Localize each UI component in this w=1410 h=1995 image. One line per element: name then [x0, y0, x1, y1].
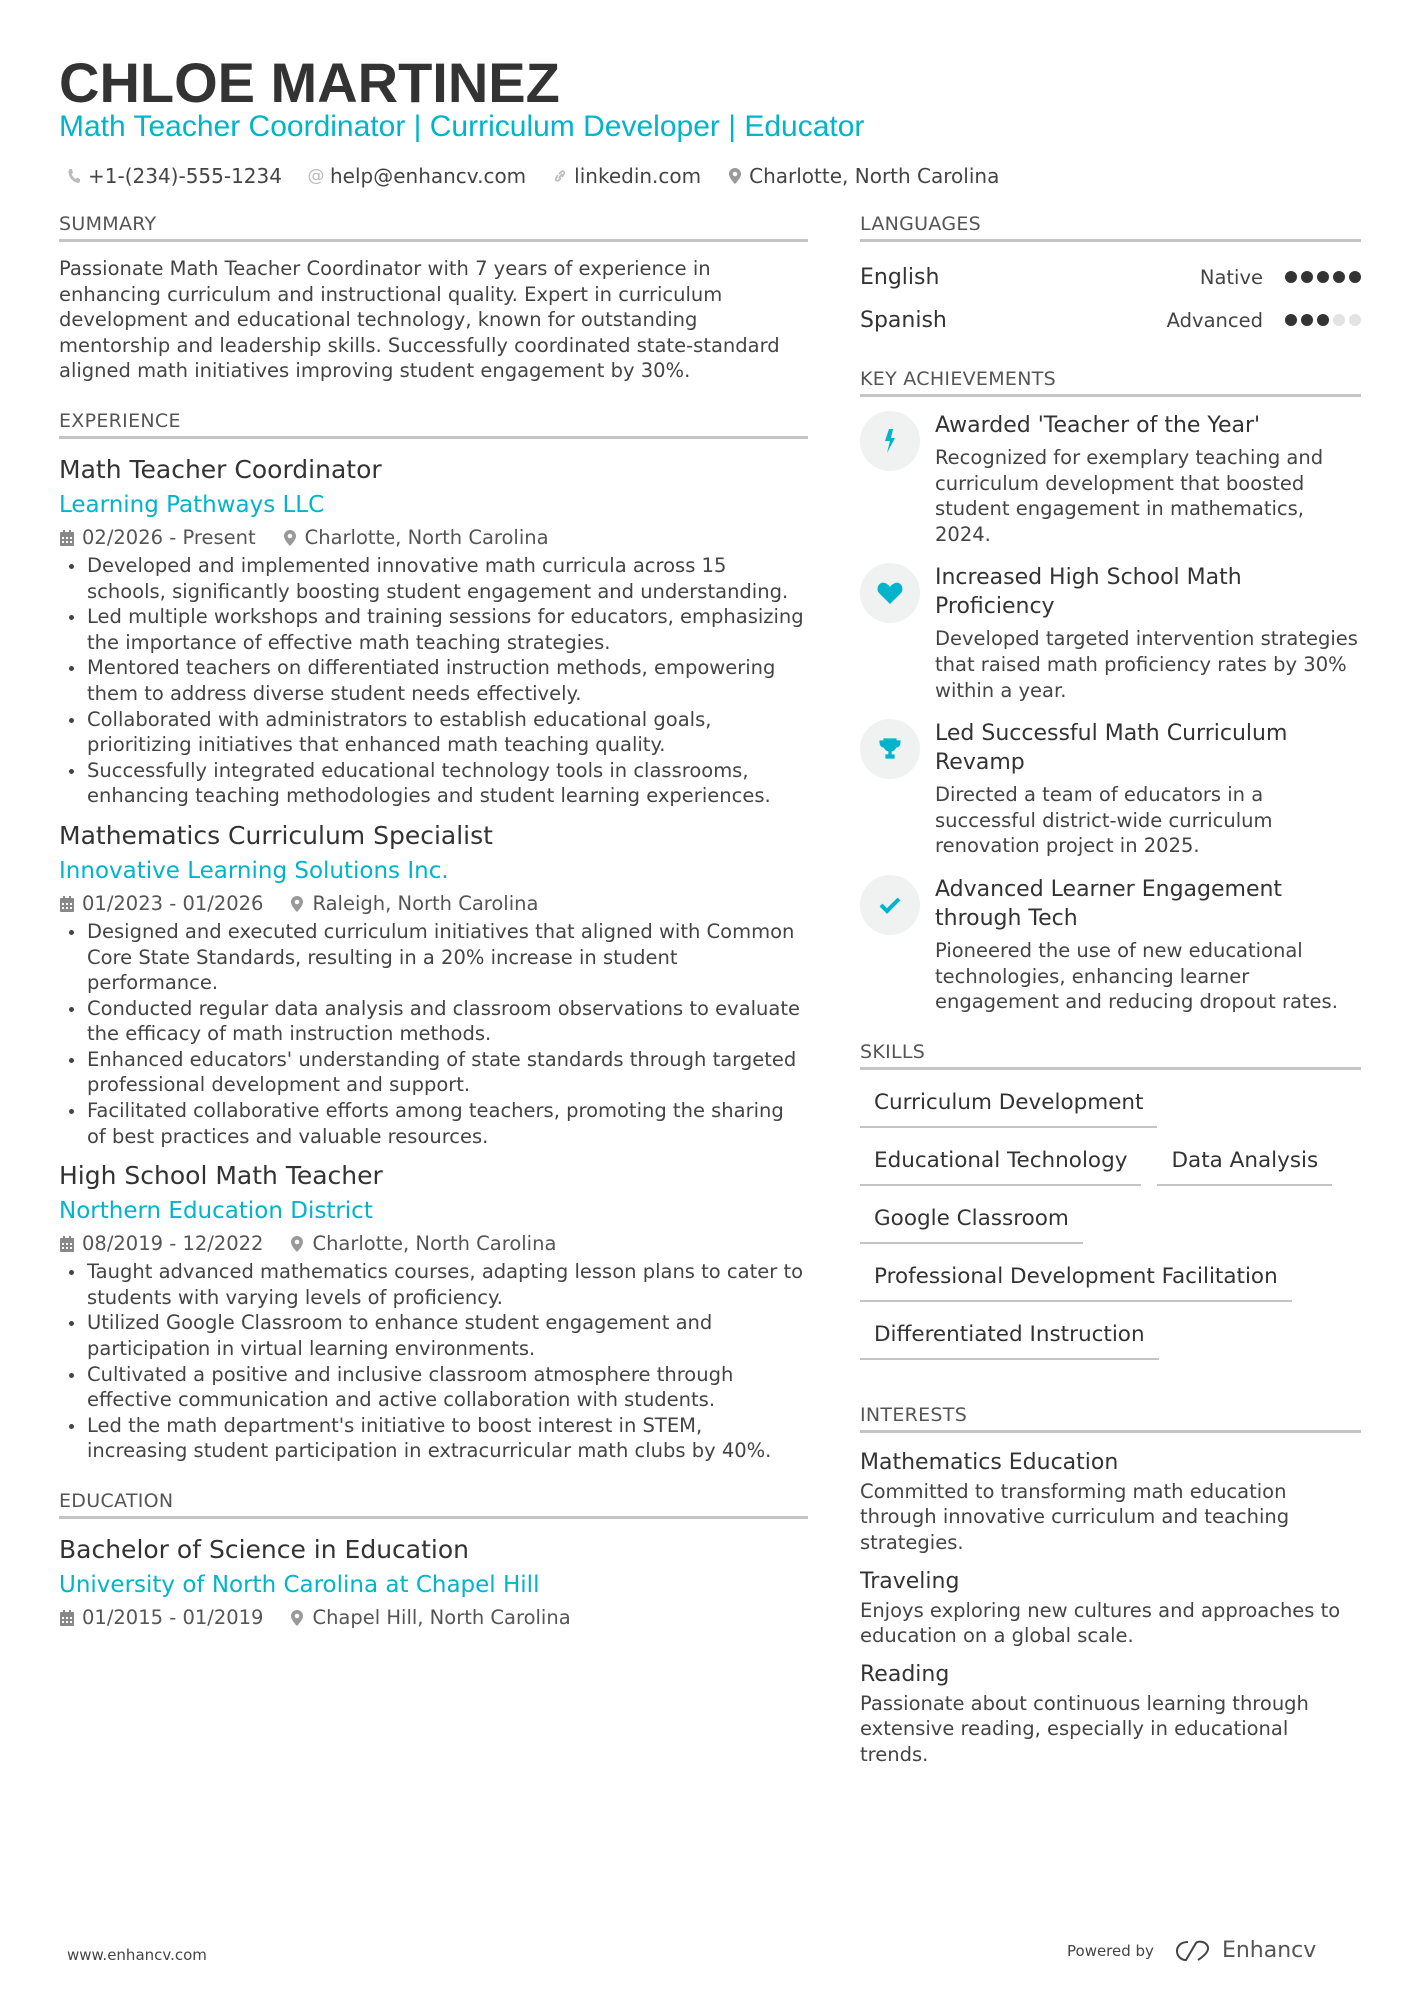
job-title: Mathematics Curriculum Specialist [59, 820, 493, 850]
dot-filled [1301, 314, 1313, 326]
skill-tag: Curriculum Development [860, 1082, 1157, 1128]
skill-tag: Professional Development Facilitation [860, 1256, 1292, 1302]
achievements-section [860, 368, 1361, 1015]
bullet-item: Facilitated collaborative efforts among teachers, promoting the sharing of best practices and valuable resources. [59, 1098, 808, 1149]
location-icon [282, 529, 298, 547]
job-entry [59, 1159, 808, 1464]
dot-filled [1317, 314, 1329, 326]
section-heading: LANGUAGES [860, 213, 1361, 242]
education-entry [59, 1533, 808, 1633]
section-heading: INTERESTS [860, 1404, 1361, 1433]
achievement-item [860, 411, 1361, 547]
enhancv-logo-icon [1174, 1939, 1214, 1963]
language-row [860, 299, 1361, 342]
contact-item[interactable] [66, 164, 282, 188]
experience-section [59, 410, 808, 1464]
skill-tag: Google Classroom [860, 1198, 1083, 1244]
interest-title: Traveling [860, 1568, 960, 1594]
achievement-title: Increased High School Math Proficiency [935, 565, 1242, 620]
achievement-text: Directed a team of educators in a successful district-wide curriculum renovation project in 2025. [935, 783, 1273, 858]
bullet-item: Mentored teachers on differentiated instruction methods, empowering them to address diverse student needs effectively. [59, 655, 808, 706]
bullet-item: Enhanced educators' understanding of state standards through targeted professional development and support. [59, 1047, 808, 1098]
education-section [59, 1490, 808, 1633]
job-entry [59, 453, 808, 809]
bullet-list [59, 919, 808, 1149]
left-column [59, 213, 808, 1659]
skill-row [860, 1140, 1361, 1186]
contact-bar [66, 164, 999, 188]
location-text: Chapel Hill, North Carolina [312, 1606, 571, 1629]
location-text: Charlotte, North Carolina [312, 1232, 557, 1256]
location-icon [727, 167, 743, 185]
bullet-item: Collaborated with administrators to establish educational goals, prioritizing initiatives that enhanced math teaching quality. [59, 707, 808, 758]
section-heading: SUMMARY [59, 213, 808, 242]
proficiency-dots [1281, 268, 1361, 287]
job-title: High School Math Teacher [59, 1161, 383, 1191]
bolt-icon [860, 411, 920, 471]
candidate-name: CHLOE MARTINEZ [59, 51, 560, 114]
skill-row [860, 1082, 1361, 1128]
bullet-item: Successfully integrated educational technology tools in classrooms, enhancing teaching methodologies and student learning experiences. [59, 758, 808, 809]
achievement-content [935, 563, 1361, 703]
interest-text: Enjoys exploring new cultures and approaches to education on a global scale. [860, 1598, 1341, 1648]
skill-row [860, 1256, 1361, 1302]
date-range [59, 1229, 263, 1259]
job-entry [59, 819, 808, 1149]
languages-section [860, 213, 1361, 342]
achievement-item [860, 719, 1361, 859]
language-level: Native [1199, 266, 1263, 289]
interest-text: Passionate about continuous learning through extensive reading, especially in educational trends. [860, 1691, 1309, 1766]
achievement-title: Awarded 'Teacher of the Year' [935, 413, 1261, 438]
contact-text: Charlotte, North Carolina [749, 164, 1000, 188]
skill-row [860, 1198, 1361, 1244]
company-name: Northern Education District [59, 1198, 373, 1225]
dot-empty [1333, 314, 1345, 326]
section-heading: EXPERIENCE [59, 410, 808, 439]
right-column [860, 213, 1361, 1793]
link-icon [552, 167, 568, 185]
job-title: Math Teacher Coordinator [59, 454, 382, 484]
achievement-content [935, 411, 1361, 547]
location [289, 889, 538, 919]
achievement-content [935, 875, 1361, 1015]
contact-item[interactable] [727, 164, 999, 188]
language-level: Advanced [1166, 309, 1263, 332]
at-icon: @ [307, 166, 325, 186]
heart-icon [860, 563, 920, 623]
trophy-icon [860, 719, 920, 779]
interest-item [860, 1659, 1361, 1768]
contact-item[interactable] [308, 164, 526, 188]
calendar-icon [59, 1609, 75, 1627]
date-range [59, 1603, 263, 1633]
interest-text: Committed to transforming math education through innovative curriculum and teaching strategies. [860, 1479, 1290, 1554]
date-text: 08/2019 - 12/2022 [82, 1232, 264, 1256]
brand-name: Enhancv [1221, 1938, 1317, 1963]
section-heading: SKILLS [860, 1041, 1361, 1070]
skill-tag: Data Analysis [1157, 1140, 1332, 1186]
contact-text: linkedin.com [574, 164, 702, 188]
interest-title: Reading [860, 1661, 950, 1687]
section-heading: KEY ACHIEVEMENTS [860, 368, 1361, 397]
bullet-item: Taught advanced mathematics courses, adapting lesson plans to cater to students with varying levels of proficiency. [59, 1259, 808, 1310]
achievement-text: Developed targeted intervention strategies that raised math proficiency rates by 30% within a year. [935, 627, 1358, 702]
skill-tag: Educational Technology [860, 1140, 1141, 1186]
job-meta [59, 1603, 808, 1633]
date-text: 01/2023 - 01/2026 [82, 891, 264, 915]
location-icon [289, 1235, 305, 1253]
bullet-list [59, 1259, 808, 1464]
check-icon [860, 875, 920, 935]
school-name: University of North Carolina at Chapel Hill [59, 1572, 540, 1598]
bullet-item: Led multiple workshops and training sessions for educators, emphasizing the importance of effective math teaching strategies. [59, 604, 808, 655]
job-meta [59, 523, 808, 553]
location-text: Charlotte, North Carolina [304, 525, 549, 549]
interests-section [860, 1404, 1361, 1768]
candidate-title: Math Teacher Coordinator | Curriculum Developer | Educator [59, 110, 865, 143]
achievement-title: Led Successful Math Curriculum Revamp [935, 721, 1288, 776]
contact-text: help@enhancv.com [329, 164, 527, 188]
calendar-icon [59, 1235, 75, 1253]
interest-item [860, 1566, 1361, 1649]
date-text: 02/2026 - Present [82, 525, 256, 549]
dot-filled [1333, 271, 1345, 283]
section-heading: EDUCATION [59, 1490, 808, 1519]
achievement-text: Recognized for exemplary teaching and curriculum development that boosted student engagement in mathematics, 2024. [935, 446, 1324, 546]
language-name: English [860, 265, 940, 290]
bullet-item: Conducted regular data analysis and classroom observations to evaluate the efficacy of math instruction methods. [59, 996, 808, 1047]
calendar-icon [59, 895, 75, 913]
dot-filled [1301, 271, 1313, 283]
enhancv-logo[interactable] [1174, 1938, 1316, 1963]
phone-icon [66, 167, 82, 185]
dot-filled [1285, 271, 1297, 283]
achievement-content [935, 719, 1361, 859]
location-icon [289, 1609, 305, 1627]
company-name: Learning Pathways LLC [59, 491, 325, 518]
location-text: Raleigh, North Carolina [312, 891, 539, 915]
skill-tag: Differentiated Instruction [860, 1314, 1159, 1360]
contact-item[interactable] [552, 164, 701, 188]
achievement-text: Pioneered the use of new educational technologies, enhancing learner engagement and reducing dropout rates. [935, 938, 1338, 1014]
skills-section [860, 1041, 1361, 1360]
bullet-item: Cultivated a positive and inclusive classroom atmosphere through effective communication and active collaboration with students. [59, 1362, 808, 1413]
location-icon [289, 895, 305, 913]
bullet-item: Led the math department's initiative to boost interest in STEM, increasing student participation in extracurricular math clubs by 40%. [59, 1413, 808, 1464]
location [289, 1603, 570, 1633]
location [289, 1229, 556, 1259]
contact-text: +1-(234)-555-1234 [88, 164, 282, 188]
dot-empty [1349, 314, 1361, 326]
summary-text: Passionate Math Teacher Coordinator with 7 years of experience in enhancing curriculum and instructional quality. Expert in curriculum development and educational technology, known for outstanding mentorship and leadership skills. Successfully coordinated state-standard aligned math initiatives improving student engagement by 30%. [59, 257, 780, 383]
dot-filled [1285, 314, 1297, 326]
dot-filled [1349, 271, 1361, 283]
achievement-item [860, 875, 1361, 1015]
bullet-item: Developed and implemented innovative math curricula across 15 schools, significantly boosting student engagement and understanding. [59, 553, 808, 604]
date-range [59, 889, 263, 919]
date-range [59, 523, 256, 553]
bullet-item: Utilized Google Classroom to enhance student engagement and participation in virtual learning environments. [59, 1310, 808, 1361]
location [282, 523, 549, 553]
bullet-item: Designed and executed curriculum initiatives that aligned with Common Core State Standards, resulting in a 20% increase in student performance. [59, 919, 808, 996]
language-name: Spanish [860, 308, 947, 333]
degree: Bachelor of Science in Education [59, 1535, 470, 1564]
proficiency-dots [1281, 311, 1361, 330]
dot-filled [1317, 271, 1329, 283]
job-meta [59, 1229, 808, 1259]
summary-section [59, 213, 808, 384]
bullet-list [59, 553, 808, 809]
company-name: Innovative Learning Solutions Inc. [59, 857, 449, 884]
skill-row [860, 1314, 1361, 1360]
footer-website[interactable]: www.enhancv.com [67, 1946, 207, 1964]
interest-title: Mathematics Education [860, 1449, 1119, 1475]
interest-item [860, 1447, 1361, 1556]
job-meta [59, 889, 808, 919]
language-row [860, 256, 1361, 299]
achievement-title: Advanced Learner Engagement through Tech [935, 876, 1283, 931]
achievement-item [860, 563, 1361, 703]
date-text: 01/2015 - 01/2019 [82, 1606, 264, 1629]
powered-by-label: Powered by [1067, 1941, 1154, 1960]
footer-branding [1067, 1938, 1316, 1963]
calendar-icon [59, 529, 75, 547]
